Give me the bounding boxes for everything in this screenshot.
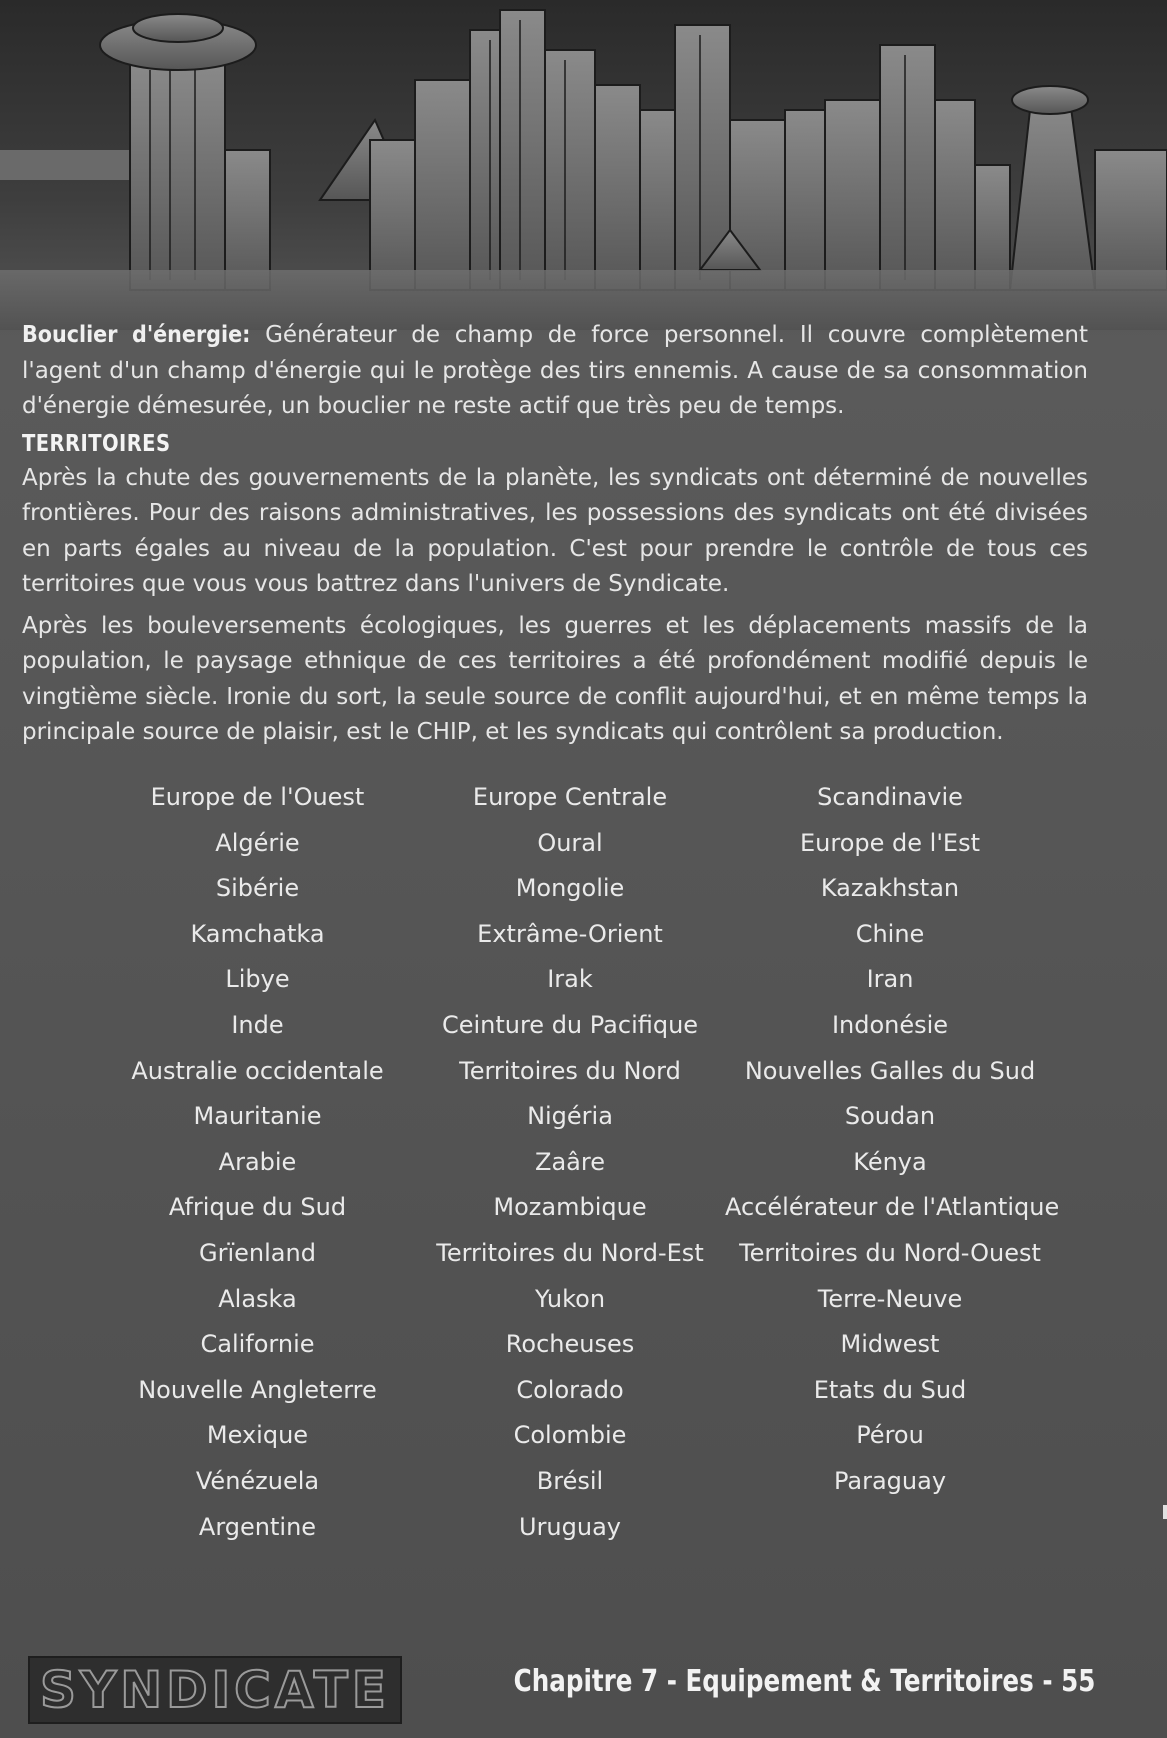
territory-item: Europe de l'Est xyxy=(800,828,980,857)
territories-heading: TERRITOIRES xyxy=(22,430,171,457)
territory-item: Pérou xyxy=(856,1421,924,1450)
territory-item: Mozambique xyxy=(493,1193,647,1222)
territory-item: Vénézuela xyxy=(195,1466,320,1495)
territory-item: Paraguay xyxy=(833,1466,947,1495)
territory-item: Etats du Sud xyxy=(813,1375,967,1404)
territory-item: Oural xyxy=(537,828,603,857)
territory-item: Arabie xyxy=(218,1147,297,1176)
territory-item: Territoires du Nord-Est xyxy=(436,1238,704,1267)
energy-shield-paragraph xyxy=(22,318,1088,425)
territory-item: Nigéria xyxy=(527,1102,613,1131)
territory-item: Australie occidentale xyxy=(131,1056,384,1085)
territories-history-paragraph: Après les bouleversements écologiques, les guerres et les déplacements massifs de la population, le paysage ethnique de ces territoires a été profondément modifié depuis le vingtième siècle. Ironie du sort, la seule source de conflit aujourd'hui, et en même temps la principale source de plaisir, est le CHIP, et les syndicats qui contrôlent sa production. xyxy=(22,612,1088,745)
territory-item: Terre-Neuve xyxy=(817,1284,963,1313)
territory-item: Sibérie xyxy=(215,874,300,903)
territory-item: Inde xyxy=(231,1010,284,1039)
city-skyline-illustration xyxy=(0,0,1167,330)
territory-item: Zaâre xyxy=(535,1147,605,1176)
territory-item: Brésil xyxy=(536,1466,604,1495)
chapter-footer: Chapitre 7 - Equipement & Territoires - 55 xyxy=(513,1664,1095,1699)
territory-item: Algérie xyxy=(215,828,300,857)
territory-item: Alaska xyxy=(218,1284,297,1313)
energy-shield-term: Bouclier d'énergie: xyxy=(22,322,251,348)
territory-item: Irak xyxy=(547,965,593,994)
territory-item: Mauritanie xyxy=(193,1102,322,1131)
territory-item: Uruguay xyxy=(519,1512,621,1541)
page-edge-mark xyxy=(1163,1505,1167,1519)
territories-intro-paragraph: Après la chute des gouvernements de la planète, les syndicats ont déterminé de nouvelles frontières. Pour des raisons administratives, les possessions des syndicats ont été divisées en parts égales au niveau de la population. C'est pour prendre le contrôle de tous ces territoires que vous vous battrez dans l'univers de Syndicate. xyxy=(22,464,1088,597)
territory-item: Mongolie xyxy=(515,874,625,903)
territory-item: Kamchatka xyxy=(190,919,325,948)
territory-item: Yukon xyxy=(534,1284,606,1313)
territory-item: Ceinture du Pacifique xyxy=(441,1010,699,1039)
territory-item: Libye xyxy=(225,965,290,994)
territory-item: Afrique du Sud xyxy=(168,1193,347,1222)
territory-item: Europe Centrale xyxy=(472,783,668,811)
territory-item: Colorado xyxy=(516,1375,624,1404)
territory-item: Indonésie xyxy=(831,1010,949,1039)
territory-item: Territoires du Nord xyxy=(459,1056,681,1085)
territory-item: Nouvelle Angleterre xyxy=(138,1375,377,1404)
territory-item: Colombie xyxy=(513,1421,627,1450)
territory-item: Rocheuses xyxy=(505,1330,635,1359)
territory-item: Nouvelles Galles du Sud xyxy=(744,1056,1036,1085)
syndicate-logo xyxy=(28,1656,402,1724)
territory-item: Californie xyxy=(200,1330,315,1359)
territory-item: Mexique xyxy=(206,1421,309,1450)
territory-item: Extrâme-Orient xyxy=(477,919,663,948)
territory-item: Midwest xyxy=(840,1330,940,1359)
territory-item: Scandinavie xyxy=(817,783,963,811)
territory-item: Chine xyxy=(855,919,925,948)
territory-item: Kazakhstan xyxy=(820,874,960,903)
territory-item: Grïenland xyxy=(199,1238,316,1267)
territories-list xyxy=(100,775,1100,1550)
territory-item: Kénya xyxy=(853,1147,927,1176)
territory-item: Soudan xyxy=(844,1102,936,1131)
energy-shield-text: Générateur de champ de force personnel. Il couvre complètement l'agent d'un champ d'énergie qui le protège des tirs ennemis. A cause de sa consommation d'énergie démesurée, un bouclier ne reste actif que très peu de temps. xyxy=(22,322,1088,419)
territory-item: Argentine xyxy=(198,1512,317,1541)
territory-item xyxy=(725,1505,1055,1551)
territory-item: Europe de l'Ouest xyxy=(150,783,365,811)
territory-item: Iran xyxy=(866,965,914,994)
syndicate-logo-text: SYNDICATE xyxy=(40,1661,390,1719)
text-content xyxy=(22,318,1088,757)
territory-item: Territoires du Nord-Ouest xyxy=(739,1238,1041,1267)
territory-item: Accélérateur de l'Atlantique xyxy=(725,1193,1060,1222)
